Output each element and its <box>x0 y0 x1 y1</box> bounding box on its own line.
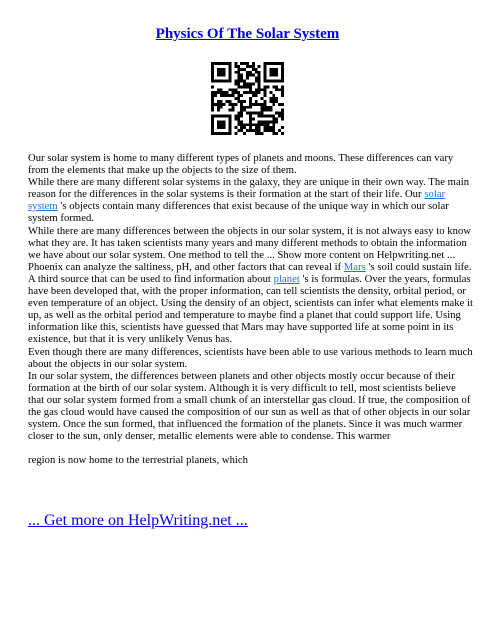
paragraph-phoenix: Phoenix can analyze the saltiness, pH, and other factors that can reveal if Mars 's soil could sustain life. A third source that can be used to find information about planet 's is formulas. Over the years, formulas have been developed that, with the proper information, can tell scientists the density, orbital period, or even temperature of an object. Using the density of an object, scientists can infer what elements make it up, as well as the orbital period and temperature to maybe find a planet that could support life. Using information like this, scientists have guessed that Mars may have supported life at some point in its existence, but that it is very unlikely Venus has. <box>28 261 474 346</box>
article-body <box>28 153 474 467</box>
planet-link[interactable]: planet <box>273 273 300 285</box>
paragraph-birth: In our solar system, the differences between planets and other objects mostly occur because of their formation at the birth of our solar system. Although it is very difficult to tell, most scientists believe that our solar system formed from a small chunk of an interstellar gas cloud. If true, the composition of the gas cloud would have caused the composition of our sun as well as that of other objects in our solar system. Once the sun formed, that influenced the formation of the planets. Since it was much warmer closer to the sun, only denser, metallic elements were able to condense. This warmer <box>28 370 471 443</box>
mars-link[interactable]: Mars <box>343 261 366 273</box>
paragraph-differences: Even though there are many differences, scientists have been able to use various methods to learn much about the objects in our solar system. <box>28 346 473 370</box>
get-more-link[interactable]: ... Get more on HelpWriting.net ... <box>28 512 248 529</box>
paragraph-terrestrial: region is now home to the terrestrial planets, which <box>28 455 249 467</box>
qr-code-icon <box>211 62 284 135</box>
paragraph-methods: While there are many differences between the objects in our solar system, it is not always easy to know what they are. It has taken scientists many years and many different methods to obtain the information we have about our solar system. One method to tell the ... Show more content on Helpwriting.net ... <box>28 225 471 261</box>
solar-system-link[interactable]: solar system <box>28 189 446 213</box>
paragraph-formation: While there are many different solar systems in the galaxy, they are unique in their own way. The main reason for the differences in the solar systems is their formation at the start of their life. Our solar system 's objects contain many differences that exist because of the unique way in which our solar system formed. <box>28 177 470 225</box>
paragraph-intro: Our solar system is home to many different types of planets and moons. These differences can vary from the elements that make up the objects to the size of them. <box>28 153 454 177</box>
document-title[interactable]: Physics Of The Solar System <box>155 26 340 42</box>
